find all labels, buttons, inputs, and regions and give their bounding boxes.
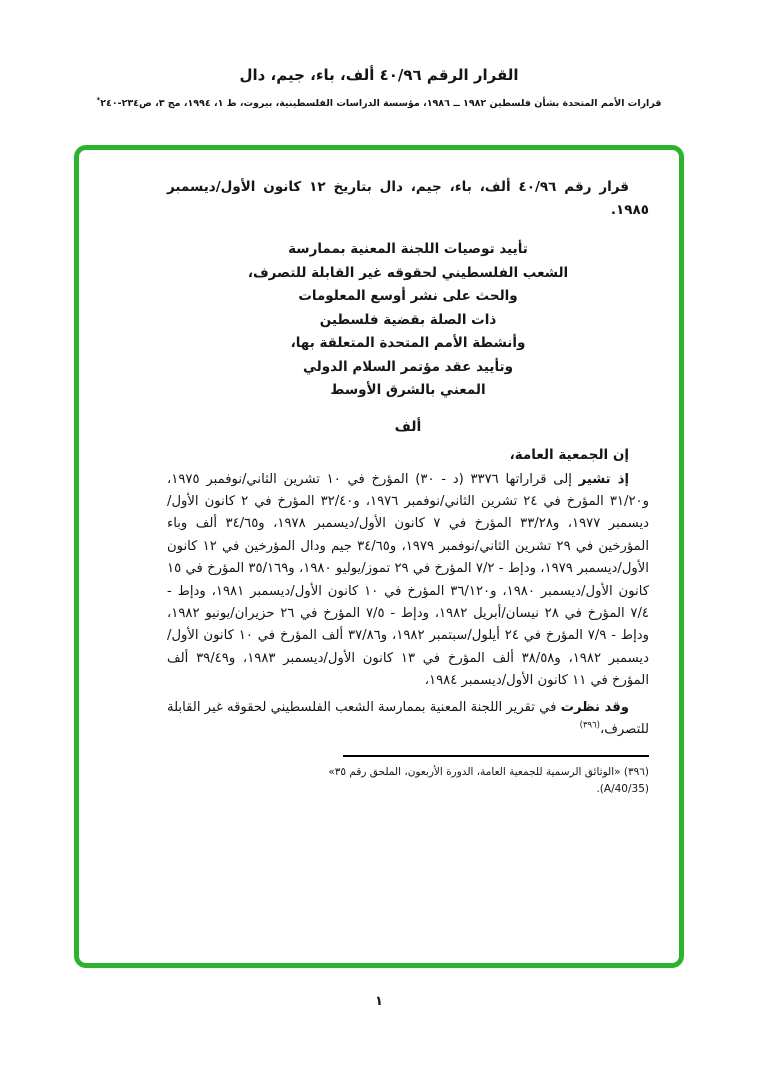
source-footnote-marker: * bbox=[96, 96, 101, 104]
resolution-frame bbox=[74, 145, 684, 968]
resolution-heading-line: ذات الصلة بقضية فلسطين bbox=[319, 311, 497, 328]
recital-2-lead: وقد نظرت bbox=[560, 699, 629, 715]
preamble-recital-2 bbox=[167, 697, 649, 742]
resolution-intro: قرار رقم ٤٠/٩٦ ألف، باء، جيم، دال بتاريخ ١٢ كانون الأول/ديسمبر ١٩٨٥. bbox=[167, 179, 649, 218]
footnote-separator bbox=[343, 755, 649, 757]
section-label-alef: ألف bbox=[394, 418, 422, 435]
recital-1-lead: إذ تشير bbox=[578, 471, 629, 487]
recital-1-text: إلى قراراتها ٣٣٧٦ (د - ٣٠) المؤرخ في ١٠ تشرين الثاني/نوفمبر ١٩٧٥، و٣١/٢٠ المؤرخ في ٢٤ تشرين الثاني/نوفمبر ١٩٧٦، و٣٢/٤٠ المؤرخ في ٢ كانون الأول/ديسمبر ١٩٧٧، و٣٣/٢٨ المؤرخ في ٧ كانون الأول/ديسمبر ١٩٧٨، و٣٤/٦٥ ألف وباء المؤرخين في ٢٩ تشرين الثاني/نوفمبر ١٩٧٩، و٣٤/٦٥ جيم ودال المؤرخين في ١٢ كانون الأول/ديسمبر ١٩٧٩، ودإط - ٧/٢ المؤرخ في ٢٩ تموز/يوليو ١٩٨٠، و٣٥/١٦٩ المؤرخ في ١٥ كانون الأول/ديسمبر ١٩٨٠، و٣٦/١٢٠ المؤرخ في ١٠ كانون الأول/ديسمبر ١٩٨١، ودإط - ٧/٤ المؤرخ في ٢٨ نيسان/أبريل ١٩٨٢، ودإط - ٧/٥ المؤرخ في ٢٦ حزيران/يونيو ١٩٨٢، ودإط - ٧/٩ المؤرخ في ٢٤ أيلول/سبتمبر ١٩٨٢، و٣٧/٨٦ ألف المؤرخ في ١٠ كانون الأول/ديسمبر ١٩٨٢، و٣٨/٥٨ ألف المؤرخ في ١٣ كانون الأول/ديسمبر ١٩٨٣، و٣٩/٤٩ ألف المؤرخ في ١١ كانون الأول/ديسمبر ١٩٨٤، bbox=[167, 471, 649, 689]
document-header bbox=[0, 66, 758, 109]
preamble-recital-1 bbox=[167, 469, 649, 693]
footnote-doc-symbol: (A/40/35). bbox=[596, 783, 649, 796]
resolution-heading-line: الشعب الفلسطيني لحقوقه غير القابلة للتصرف، bbox=[247, 264, 569, 281]
resolution-heading-line: وأنشطة الأمم المتحدة المتعلقة بها، bbox=[290, 335, 526, 351]
source-citation-text: قرارات الأمم المتحدة بشأن فلسطين ١٩٨٢ ــ ١٩٨٦، مؤسسة الدراسات الفلسطينية، بيروت، ط ١، ١٩٩٤، مج ٣، ص٢٣٤-٢٤٠ bbox=[100, 98, 662, 110]
page-number: ١ bbox=[375, 994, 383, 1009]
resolution-heading-line: والحث على نشر أوسع المعلومات bbox=[298, 288, 518, 304]
source-citation bbox=[0, 96, 758, 109]
page-title: القرار الرقم ٤٠/٩٦ ألف، باء، جيم، دال bbox=[239, 66, 519, 84]
recital-2-text: في تقرير اللجنة المعنية بممارسة الشعب الفلسطيني لحقوقه غير القابلة للتصرف، bbox=[167, 699, 649, 737]
resolution-heading-line: تأييد توصيات اللجنة المعنية بممارسة bbox=[288, 241, 528, 257]
footnote-reference: (٣٩٦) bbox=[579, 720, 600, 731]
resolution-heading-line: وتأييد عقد مؤتمر السلام الدولي bbox=[303, 358, 513, 375]
resolution-heading bbox=[167, 238, 649, 403]
resolution-heading-line: المعني بالشرق الأوسط bbox=[330, 382, 486, 398]
footnote-text: (٣٩٦) «الوثائق الرسمية للجمعية العامة، الدورة الأربعون، الملحق رقم ٣٥» bbox=[328, 766, 649, 779]
assembly-opening-line: إن الجمعية العامة، bbox=[509, 446, 629, 463]
